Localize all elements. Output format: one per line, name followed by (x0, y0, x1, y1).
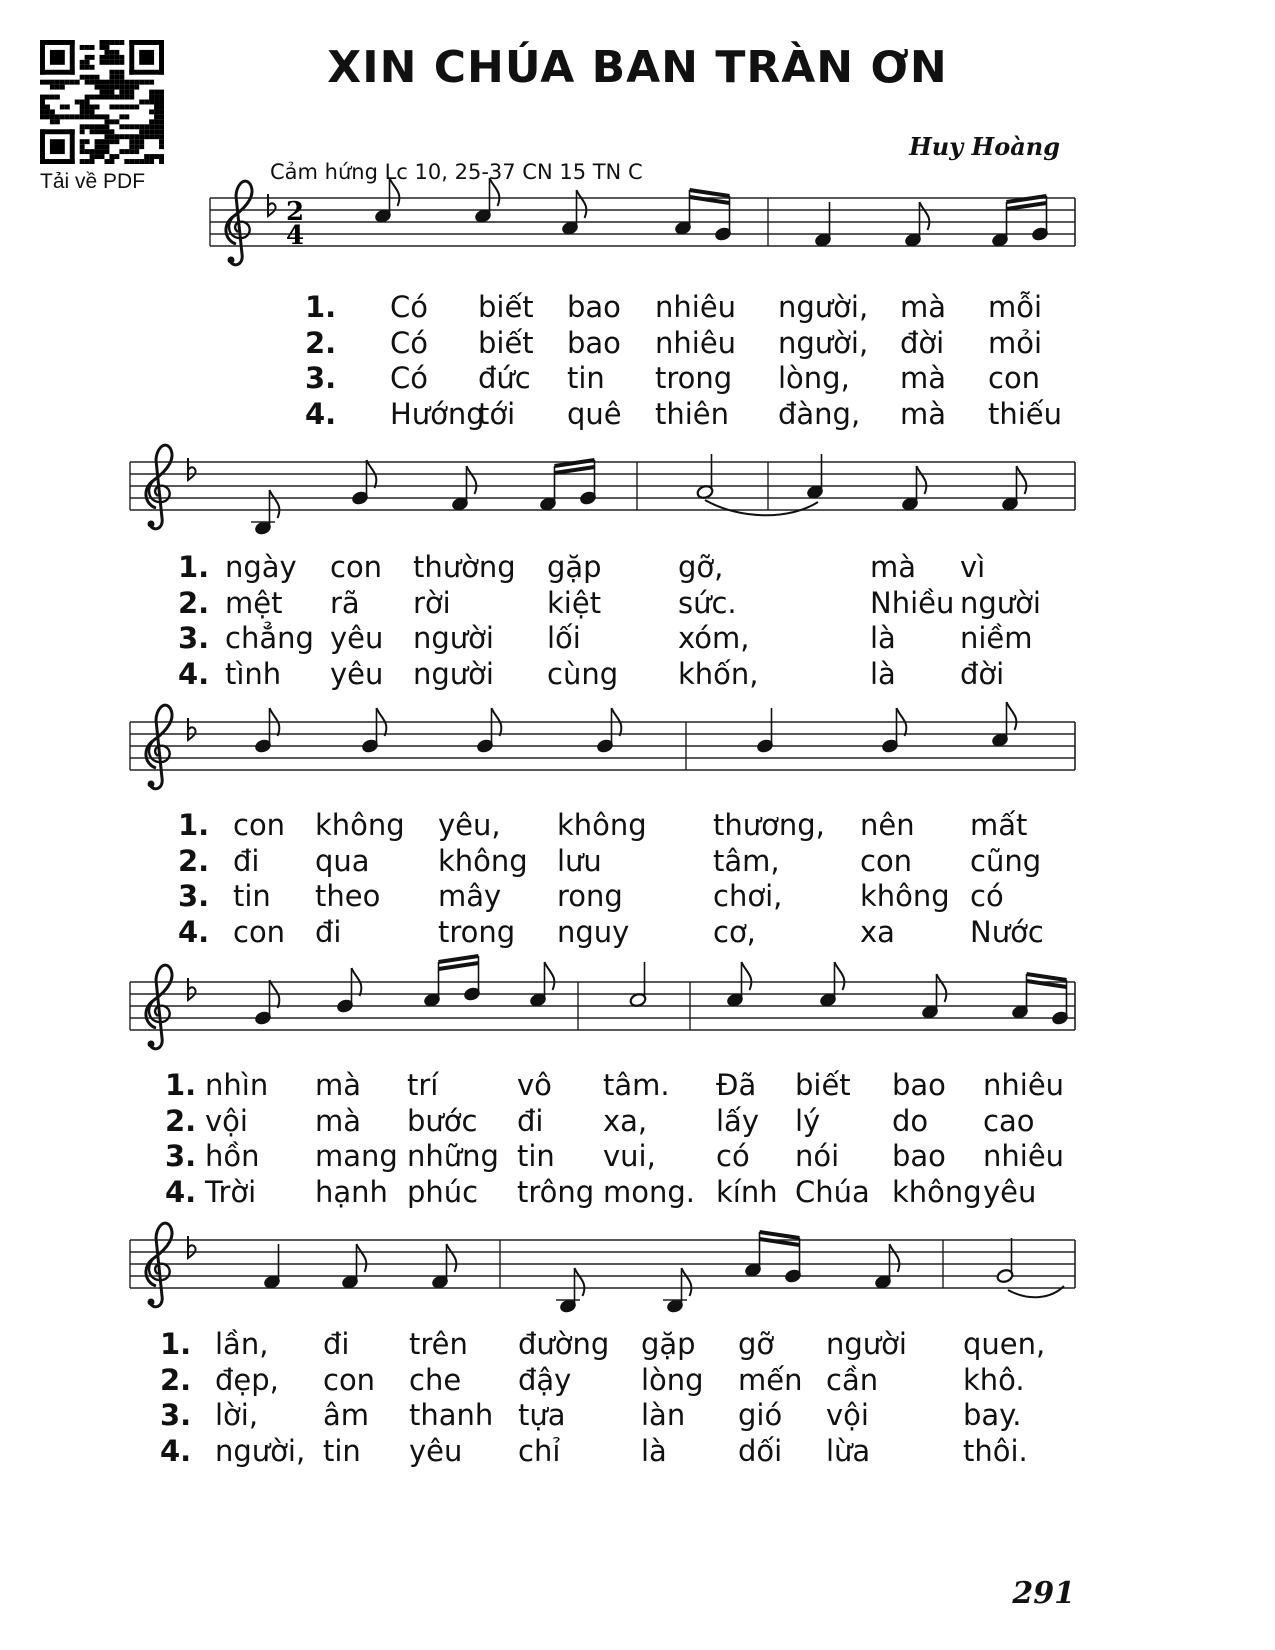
page-number: 291 (1012, 1576, 1075, 1611)
lyric-word: đậy (518, 1362, 572, 1397)
lyric-word: biết (478, 290, 534, 324)
verse-number: 4. (305, 396, 337, 431)
lyric-word: gặp (641, 1327, 696, 1361)
note (991, 202, 1009, 248)
lyric-word: qua (315, 843, 370, 878)
lyric-word: mang (315, 1139, 398, 1173)
lyric-word: đường (518, 1327, 610, 1361)
lyric-word: chỉ (518, 1433, 561, 1468)
note (556, 1268, 584, 1314)
lyric-word: mong. (603, 1174, 695, 1209)
lyric-word: người (413, 656, 494, 691)
lyric-word: mà (315, 1068, 362, 1102)
lyric-word: mây (438, 879, 502, 913)
music-system (130, 445, 1075, 536)
lyric-word: nên (860, 808, 915, 842)
verse-number: 4. (178, 656, 210, 691)
lyric-word: Có (390, 290, 428, 324)
verse-number: 3. (160, 1398, 192, 1432)
lyric-word: mà (900, 396, 947, 431)
lyric-word: rong (557, 879, 623, 913)
lyric-word: đời (900, 325, 945, 360)
lyric-word: xa (860, 914, 895, 949)
lyric-word: lòng (641, 1362, 704, 1397)
lyric-word: không (860, 879, 950, 913)
note (674, 190, 692, 236)
lyric-word: bao (892, 1068, 946, 1102)
lyric-word: trí (407, 1068, 439, 1102)
music-system (130, 702, 1075, 789)
lyric-word: trong (438, 914, 516, 949)
verse-number: 3. (165, 1139, 197, 1173)
lyric-word: đi (323, 1327, 350, 1361)
verse-number: 1. (160, 1327, 192, 1361)
note (251, 490, 279, 536)
lyric-word: không (892, 1174, 982, 1209)
lyric-word: nhiêu (983, 1139, 1065, 1173)
lyric-word: vội (826, 1398, 869, 1432)
lyric-word: tới (478, 396, 516, 431)
lyric-word: chơi, (713, 879, 783, 913)
lyric-word: con (988, 361, 1041, 395)
lyric-word: người, (215, 1433, 306, 1468)
time-signature-top: 2 (286, 197, 305, 227)
lyric-word: kính (716, 1174, 778, 1209)
lyric-word: quen, (963, 1327, 1046, 1361)
treble-clef (226, 181, 252, 265)
lyric-word: thanh (409, 1398, 494, 1432)
verse-number: 2. (178, 843, 210, 878)
music-system (130, 956, 1075, 1049)
lyric-word: có (716, 1139, 750, 1173)
note (696, 454, 714, 500)
lyric-word: bay. (963, 1398, 1022, 1432)
note (374, 178, 399, 224)
note (819, 962, 844, 1008)
lyric-word: người (826, 1327, 907, 1361)
lyric-word: vui, (603, 1139, 656, 1173)
lyric-word: gặp (547, 550, 602, 584)
lyric-word: người, (778, 325, 869, 360)
lyric-word: trông (517, 1174, 595, 1209)
lyric-word: lý (795, 1103, 821, 1138)
lyric-word: niềm (960, 621, 1033, 655)
qr-download-label[interactable]: Tải về PDF (40, 170, 146, 193)
song-title: XIN CHÚA BAN TRÀN ƠN (327, 42, 948, 93)
lyric-word: vô (517, 1068, 552, 1102)
note (901, 466, 926, 512)
lyric-word: đời (960, 656, 1005, 691)
lyric-word: thiên (655, 396, 730, 431)
lyric-word: tình (225, 656, 282, 691)
lyric-word: người (413, 621, 494, 655)
inspiration-reference: Cảm hứng Lc 10, 25-37 CN 15 TN C (270, 160, 643, 184)
lyric-word: âm (323, 1398, 370, 1432)
note (561, 190, 586, 236)
note (1011, 974, 1029, 1020)
lyric-word: yêu, (438, 808, 501, 842)
lyric-word: cùng (547, 656, 619, 691)
verse-number: 4. (165, 1174, 197, 1209)
lyric-word: đức (478, 361, 531, 395)
lyric-word: lần, (215, 1327, 269, 1361)
verse-number: 4. (160, 1433, 192, 1468)
lyric-word: hồn (205, 1139, 260, 1173)
lyric-word: rời (413, 585, 451, 620)
tie (705, 500, 818, 515)
note (996, 1238, 1014, 1284)
lyric-word: không (315, 808, 405, 842)
lyric-word: Có (390, 325, 428, 360)
note (423, 962, 441, 1008)
treble-clef (146, 705, 172, 789)
verse-number: 2. (305, 325, 337, 360)
lyric-word: thiếu (988, 396, 1063, 431)
note (991, 702, 1016, 748)
lyric-word: mà (315, 1103, 362, 1138)
lyric-word: sức. (678, 585, 737, 620)
lyric-word: cần (826, 1362, 879, 1397)
verse-number: 2. (160, 1362, 192, 1397)
lyric-word: mà (900, 290, 947, 324)
treble-clef (146, 1223, 172, 1307)
lyric-word: Nước (970, 914, 1044, 949)
note (254, 708, 279, 754)
note (451, 466, 476, 512)
lyric-word: nguy (557, 914, 630, 949)
lyric-word: có (970, 879, 1004, 913)
lyric-word: quê (567, 396, 622, 431)
lyric-word: mỏi (988, 325, 1043, 360)
verse-number: 3. (178, 879, 210, 913)
note (904, 202, 929, 248)
lyric-word: lòng, (778, 361, 850, 395)
note (806, 454, 824, 500)
note (254, 980, 279, 1026)
lyric-word: kiệt (547, 585, 602, 620)
lyric-word: đi (233, 843, 260, 878)
note (921, 974, 946, 1020)
note (726, 962, 751, 1008)
lyric-word: người, (778, 290, 869, 324)
lyric-word: vội (205, 1103, 248, 1138)
verse-number: 3. (305, 361, 337, 395)
lyric-word: xóm, (678, 621, 750, 655)
lyric-word: gió (738, 1398, 783, 1432)
note (814, 202, 832, 248)
lyric-word: đẹp, (215, 1362, 279, 1397)
lyric-word: hạnh (315, 1174, 388, 1209)
lyric-word: Hướng (390, 396, 485, 431)
note (439, 956, 481, 1002)
lyric-word: gỡ, (678, 550, 724, 584)
verse-number: 3. (178, 621, 210, 655)
time-signature-bottom: 4 (286, 221, 305, 251)
lyric-word: đi (315, 914, 342, 949)
lyric-word: biết (478, 325, 534, 360)
lyric-word: khô. (963, 1362, 1025, 1397)
note (555, 460, 597, 506)
lyric-word: tin (517, 1139, 555, 1173)
lyric-word: chẳng (225, 621, 314, 655)
lyric-word: làn (641, 1398, 686, 1432)
lyric-word: là (870, 621, 896, 655)
lyric-word: khốn, (678, 656, 759, 691)
lyric-word: con (323, 1362, 376, 1397)
lyric-word: bao (892, 1139, 946, 1173)
lyric-word: xa, (603, 1103, 648, 1138)
lyric-word: tin (323, 1433, 361, 1468)
lyric-word: mến (738, 1362, 803, 1397)
lyric-word: con (860, 843, 913, 878)
lyric-word: tin (233, 879, 271, 913)
note (351, 460, 376, 506)
lyric-word: Có (390, 361, 428, 395)
note (341, 1244, 366, 1290)
lyric-word: mà (870, 550, 917, 584)
note (744, 1232, 762, 1278)
lyric-word: thường (413, 550, 516, 584)
lyric-word: Đã (716, 1068, 757, 1102)
lyric-word: nhiêu (983, 1068, 1065, 1102)
lyric-word: là (870, 656, 896, 691)
note (596, 708, 621, 754)
lyric-word: yêu (409, 1433, 463, 1468)
lyric-word: yêu (330, 656, 384, 691)
lyric-word: bao (567, 290, 621, 324)
lyric-word: rã (330, 585, 360, 620)
lyric-word: do (892, 1103, 929, 1138)
verse-number: 1. (305, 290, 337, 324)
lyric-word: Nhiều (870, 585, 955, 620)
lyric-word: bao (567, 325, 621, 360)
note (431, 1244, 456, 1290)
note (474, 178, 499, 224)
note (263, 1244, 281, 1290)
lyric-word: trên (409, 1327, 468, 1361)
lyric-word: những (407, 1139, 499, 1173)
lyric-word: biết (795, 1068, 851, 1102)
verse-number: 2. (178, 585, 210, 620)
note (1001, 466, 1026, 512)
lyric-word: lừa (826, 1433, 871, 1468)
lyric-word: theo (315, 879, 381, 913)
lyric-word: cơ, (713, 914, 756, 949)
lyric-word: gỡ (738, 1327, 775, 1361)
lyric-word: lối (547, 621, 581, 655)
note (336, 968, 361, 1014)
music-system (210, 178, 1075, 265)
note (881, 708, 906, 754)
lyric-word: tâm, (713, 843, 780, 878)
lyric-word: thôi. (963, 1433, 1028, 1468)
lyric-word: phúc (407, 1174, 479, 1209)
note (361, 708, 386, 754)
note (539, 466, 557, 512)
note (663, 1268, 691, 1314)
lyric-word: mà (900, 361, 947, 395)
verse-number: 1. (178, 808, 210, 842)
lyric-word: đi (517, 1103, 544, 1138)
lyric-word: con (330, 550, 383, 584)
lyric-word: thương, (713, 808, 825, 842)
lyric-word: dối (738, 1433, 783, 1468)
verse-number: 2. (165, 1103, 197, 1138)
verse-number: 1. (178, 550, 210, 584)
note (529, 962, 554, 1008)
note (1007, 196, 1049, 242)
lyric-word: lưu (557, 843, 602, 878)
lyric-word: nói (795, 1139, 840, 1173)
lyric-word: Chúa (795, 1174, 870, 1209)
lyric-word: yêu (983, 1174, 1037, 1209)
lyric-word: nhìn (205, 1068, 269, 1102)
lyric-word: yêu (330, 621, 384, 655)
verse-number: 4. (178, 914, 210, 949)
lyric-word: con (233, 808, 286, 842)
lyric-word: tâm. (603, 1068, 670, 1102)
lyric-word: mệt (225, 585, 283, 620)
lyric-word: không (557, 808, 647, 842)
lyric-word: mất (970, 808, 1028, 842)
lyric-word: đàng, (778, 396, 861, 431)
note (476, 708, 501, 754)
lyric-word: bước (407, 1103, 478, 1138)
lyric-word: lấy (716, 1103, 759, 1138)
lyric-word: trong (655, 361, 733, 395)
lyric-word: vì (960, 550, 986, 584)
lyric-word: người (960, 585, 1041, 620)
lyric-word: con (233, 914, 286, 949)
composer-name: Huy Hoàng (909, 132, 1060, 161)
treble-clef (146, 965, 172, 1049)
lyric-word: mỗi (988, 290, 1043, 324)
lyric-word: che (409, 1362, 462, 1397)
music-system (130, 1223, 1075, 1314)
lyric-word: nhiêu (655, 325, 737, 360)
lyric-word: ngày (225, 550, 297, 584)
lyric-word: nhiêu (655, 290, 737, 324)
treble-clef (146, 445, 172, 529)
note (756, 708, 774, 754)
lyric-word: lời, (215, 1398, 259, 1432)
lyric-word: cao (983, 1103, 1035, 1138)
verse-number: 1. (165, 1068, 197, 1102)
lyric-word: không (438, 843, 528, 878)
lyric-word: Trời (205, 1174, 257, 1209)
note (874, 1244, 899, 1290)
lyric-word: tin (567, 361, 605, 395)
lyric-word: cũng (970, 843, 1042, 878)
lyric-word: tựa (518, 1398, 566, 1432)
note (629, 962, 647, 1008)
lyric-word: là (641, 1433, 667, 1468)
